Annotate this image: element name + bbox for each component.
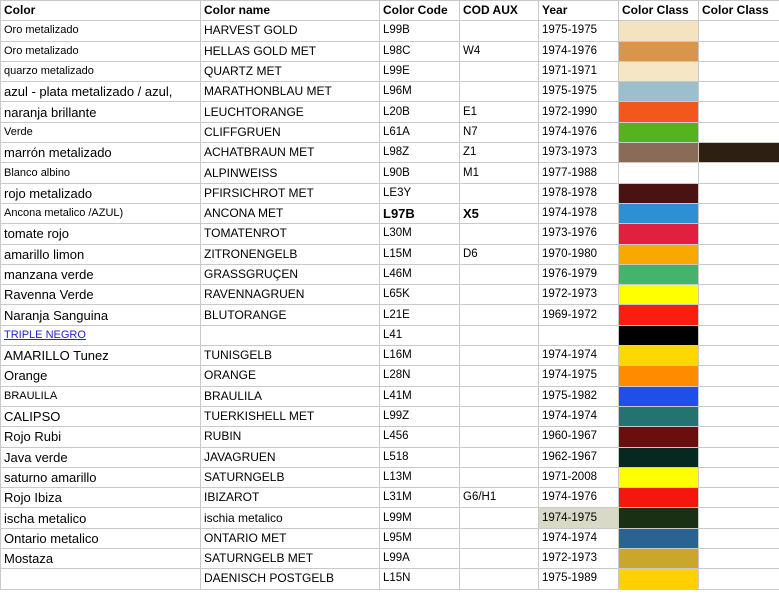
header-color-name[interactable]: Color name <box>201 1 380 21</box>
cell-color-code[interactable]: L61A <box>380 122 460 142</box>
cell-year[interactable]: 1971-2008 <box>539 467 619 487</box>
table-row <box>1 325 779 345</box>
cell-color-code[interactable]: L30M <box>380 224 460 244</box>
cell-color-class-swatch[interactable] <box>619 203 699 223</box>
table-row <box>1 102 779 122</box>
cell-color-class-swatch[interactable] <box>619 82 699 102</box>
cell-color-code[interactable]: L31M <box>380 488 460 508</box>
cell-color-class-2-swatch[interactable] <box>699 508 779 528</box>
cell-color-name[interactable]: BRAULILA <box>201 386 380 406</box>
cell-year[interactable]: 1975-1989 <box>539 569 619 589</box>
cell-color-class-2-swatch[interactable] <box>699 427 779 447</box>
cell-cod-aux[interactable] <box>460 406 539 426</box>
cell-color-name[interactable]: MARATHONBLAU MET <box>201 82 380 102</box>
cell-color-code[interactable]: L99A <box>380 549 460 569</box>
cell-year[interactable]: 1974-1974 <box>539 528 619 548</box>
table-row <box>1 549 779 569</box>
cell-year[interactable]: 1974-1975 <box>539 366 619 386</box>
cell-year[interactable]: 1974-1978 <box>539 203 619 223</box>
cell-year[interactable]: 1971-1971 <box>539 61 619 81</box>
cell-cod-aux[interactable] <box>460 386 539 406</box>
cell-color-code[interactable]: L98Z <box>380 143 460 163</box>
cell-color-code[interactable]: L13M <box>380 467 460 487</box>
cell-color-name[interactable]: CLIFFGRUEN <box>201 122 380 142</box>
cell-year[interactable]: 1978-1978 <box>539 183 619 203</box>
cell-cod-aux[interactable] <box>460 61 539 81</box>
table-row <box>1 305 779 325</box>
table-row <box>1 447 779 467</box>
cell-color-class-swatch[interactable] <box>619 427 699 447</box>
cell-cod-aux[interactable] <box>460 569 539 589</box>
cell-cod-aux[interactable] <box>460 549 539 569</box>
cell-color-class-swatch[interactable] <box>619 224 699 244</box>
cell-color-name[interactable]: IBIZAROT <box>201 488 380 508</box>
header-color-code[interactable]: Color Code <box>380 1 460 21</box>
table-row <box>1 61 779 81</box>
cell-color-class-swatch[interactable] <box>619 447 699 467</box>
cell-year[interactable]: 1970-1980 <box>539 244 619 264</box>
cell-color-class-2-swatch[interactable] <box>699 386 779 406</box>
cell-color-class-2-swatch[interactable] <box>699 244 779 264</box>
cell-color-code[interactable]: L20B <box>380 102 460 122</box>
cell-color-name[interactable]: GRASSGRUÇEN <box>201 264 380 284</box>
cell-year[interactable]: 1975-1975 <box>539 21 619 41</box>
cell-color-name[interactable]: TUERKISHELL MET <box>201 406 380 426</box>
cell-cod-aux[interactable]: W4 <box>460 41 539 61</box>
cell-color-class-swatch[interactable] <box>619 143 699 163</box>
cell-cod-aux[interactable] <box>460 325 539 345</box>
cell-color[interactable]: Verde <box>1 122 201 142</box>
cell-color-class-2-swatch[interactable] <box>699 569 779 589</box>
cell-color[interactable]: Naranja Sanguina <box>1 305 201 325</box>
cell-color[interactable]: saturno amarillo <box>1 467 201 487</box>
cell-color-name[interactable]: DAENISCH POSTGELB <box>201 569 380 589</box>
cell-color-class-2-swatch[interactable] <box>699 183 779 203</box>
cell-color-class-swatch[interactable] <box>619 569 699 589</box>
cell-color[interactable]: amarillo limon <box>1 244 201 264</box>
cell-year[interactable]: 1972-1973 <box>539 549 619 569</box>
cell-color-code[interactable]: L21E <box>380 305 460 325</box>
cell-color-code[interactable]: L518 <box>380 447 460 467</box>
cell-color-class-swatch[interactable] <box>619 183 699 203</box>
cell-color[interactable]: Ravenna Verde <box>1 285 201 305</box>
cell-cod-aux[interactable] <box>460 183 539 203</box>
cell-color-code[interactable]: L28N <box>380 366 460 386</box>
cell-color-name[interactable]: ACHATBRAUN MET <box>201 143 380 163</box>
cell-color[interactable]: AMARILLO Tunez <box>1 346 201 366</box>
table-row <box>1 528 779 548</box>
cell-color-class-swatch[interactable] <box>619 406 699 426</box>
cell-color-name[interactable]: JAVAGRUEN <box>201 447 380 467</box>
cell-color-code[interactable]: L96M <box>380 82 460 102</box>
cell-color-class-2-swatch[interactable] <box>699 143 779 163</box>
cell-color-class-2-swatch[interactable] <box>699 21 779 41</box>
table-row <box>1 224 779 244</box>
header-cod-aux[interactable]: COD AUX <box>460 1 539 21</box>
cell-cod-aux[interactable]: E1 <box>460 102 539 122</box>
cell-year[interactable]: 1974-1976 <box>539 488 619 508</box>
cell-color-name[interactable]: ALPINWEISS <box>201 163 380 183</box>
cell-year[interactable]: 1974-1975 <box>539 508 619 528</box>
table-row <box>1 285 779 305</box>
cell-color-class-swatch[interactable] <box>619 325 699 345</box>
cell-cod-aux[interactable] <box>460 21 539 41</box>
cell-color[interactable]: Rojo Ibiza <box>1 488 201 508</box>
table-row <box>1 41 779 61</box>
cell-cod-aux[interactable] <box>460 305 539 325</box>
cell-year[interactable]: 1977-1988 <box>539 163 619 183</box>
cell-year[interactable]: 1972-1973 <box>539 285 619 305</box>
cell-color[interactable]: rojo metalizado <box>1 183 201 203</box>
cell-color-class-2-swatch[interactable] <box>699 549 779 569</box>
cell-color-class-swatch[interactable] <box>619 122 699 142</box>
cell-color-class-swatch[interactable] <box>619 549 699 569</box>
cell-color-code[interactable]: L99Z <box>380 406 460 426</box>
cell-color-class-2-swatch[interactable] <box>699 305 779 325</box>
cell-color-code[interactable]: L65K <box>380 285 460 305</box>
cell-cod-aux[interactable] <box>460 447 539 467</box>
header-color-class-2[interactable]: Color Class <box>699 1 779 21</box>
cell-cod-aux[interactable]: M1 <box>460 163 539 183</box>
cell-color-class-2-swatch[interactable] <box>699 82 779 102</box>
cell-color-class-2-swatch[interactable] <box>699 224 779 244</box>
cell-color-class-2-swatch[interactable] <box>699 488 779 508</box>
cell-cod-aux[interactable]: G6/H1 <box>460 488 539 508</box>
cell-year[interactable]: 1973-1976 <box>539 224 619 244</box>
cell-year[interactable]: 1974-1974 <box>539 406 619 426</box>
cell-cod-aux[interactable]: X5 <box>460 203 539 223</box>
cell-year[interactable]: 1975-1982 <box>539 386 619 406</box>
cell-color[interactable]: TRIPLE NEGRO <box>1 325 201 345</box>
cell-color[interactable]: CALIPSO <box>1 406 201 426</box>
cell-color-class-2-swatch[interactable] <box>699 163 779 183</box>
cell-color-name[interactable]: ANCONA MET <box>201 203 380 223</box>
cell-color[interactable]: BRAULILA <box>1 386 201 406</box>
cell-color-code[interactable]: L16M <box>380 346 460 366</box>
cell-year[interactable]: 1962-1967 <box>539 447 619 467</box>
cell-year[interactable]: 1974-1976 <box>539 41 619 61</box>
cell-color-class-swatch[interactable] <box>619 163 699 183</box>
cell-color-class-swatch[interactable] <box>619 285 699 305</box>
table-row <box>1 21 779 41</box>
cell-color-class-2-swatch[interactable] <box>699 467 779 487</box>
cell-color-class-swatch[interactable] <box>619 21 699 41</box>
cell-color[interactable]: ischa metalico <box>1 508 201 528</box>
cell-color[interactable]: Ontario metalico <box>1 528 201 548</box>
cell-color-class-swatch[interactable] <box>619 508 699 528</box>
cell-cod-aux[interactable]: Z1 <box>460 143 539 163</box>
table-row <box>1 203 779 223</box>
cell-color-code[interactable]: L90B <box>380 163 460 183</box>
cell-cod-aux[interactable] <box>460 508 539 528</box>
cell-color-class-swatch[interactable] <box>619 488 699 508</box>
cell-color-class-2-swatch[interactable] <box>699 102 779 122</box>
cell-color-class-swatch[interactable] <box>619 244 699 264</box>
table-row <box>1 244 779 264</box>
cell-color-name[interactable]: RAVENNAGRUEN <box>201 285 380 305</box>
cell-color-class-2-swatch[interactable] <box>699 264 779 284</box>
cell-color-code[interactable]: L46M <box>380 264 460 284</box>
table-row <box>1 488 779 508</box>
cell-color-name[interactable]: HARVEST GOLD <box>201 21 380 41</box>
cell-color[interactable] <box>1 569 201 589</box>
cell-color[interactable]: tomate rojo <box>1 224 201 244</box>
cell-color-code[interactable]: L15N <box>380 569 460 589</box>
cell-color-class-swatch[interactable] <box>619 386 699 406</box>
table-row <box>1 183 779 203</box>
cell-color-code[interactable]: L41 <box>380 325 460 345</box>
cell-color-class-2-swatch[interactable] <box>699 285 779 305</box>
cell-cod-aux[interactable] <box>460 467 539 487</box>
table-row <box>1 82 779 102</box>
cell-color[interactable]: azul - plata metalizado / azul, <box>1 82 201 102</box>
cell-color-class-swatch[interactable] <box>619 467 699 487</box>
cell-color[interactable]: quarzo metalizado <box>1 61 201 81</box>
table-row <box>1 122 779 142</box>
cell-year[interactable]: 1974-1976 <box>539 122 619 142</box>
cell-year[interactable]: 1973-1973 <box>539 143 619 163</box>
header-color[interactable]: Color <box>1 1 201 21</box>
cell-color-name[interactable]: SATURNGELB <box>201 467 380 487</box>
table-row <box>1 427 779 447</box>
table-row <box>1 346 779 366</box>
table-row <box>1 366 779 386</box>
cell-color-class-2-swatch[interactable] <box>699 406 779 426</box>
cell-color-code[interactable]: L99M <box>380 508 460 528</box>
cell-color-name[interactable]: ZITRONENGELB <box>201 244 380 264</box>
cell-color-class-swatch[interactable] <box>619 305 699 325</box>
cell-color-name[interactable]: LEUCHTORANGE <box>201 102 380 122</box>
cell-cod-aux[interactable] <box>460 285 539 305</box>
cell-color-class-2-swatch[interactable] <box>699 528 779 548</box>
cell-cod-aux[interactable]: D6 <box>460 244 539 264</box>
table-row <box>1 508 779 528</box>
cell-color-name[interactable]: TOMATENROT <box>201 224 380 244</box>
cell-cod-aux[interactable] <box>460 528 539 548</box>
cell-color[interactable]: Rojo Rubi <box>1 427 201 447</box>
cell-year[interactable] <box>539 325 619 345</box>
cell-color[interactable]: naranja brillante <box>1 102 201 122</box>
table-row <box>1 163 779 183</box>
cell-color-name[interactable]: ONTARIO MET <box>201 528 380 548</box>
table-row <box>1 467 779 487</box>
table-row <box>1 406 779 426</box>
cell-color-class-2-swatch[interactable] <box>699 41 779 61</box>
table-row <box>1 264 779 284</box>
cell-color[interactable]: Blanco albino <box>1 163 201 183</box>
cell-color-class-2-swatch[interactable] <box>699 325 779 345</box>
cell-color[interactable]: Oro metalizado <box>1 21 201 41</box>
cell-color-name[interactable]: ischia metalico <box>201 508 380 528</box>
cell-cod-aux[interactable] <box>460 366 539 386</box>
cell-year[interactable]: 1972-1990 <box>539 102 619 122</box>
cell-year[interactable]: 1969-1972 <box>539 305 619 325</box>
cell-color[interactable]: Oro metalizado <box>1 41 201 61</box>
cell-cod-aux[interactable] <box>460 427 539 447</box>
cell-color-class-2-swatch[interactable] <box>699 346 779 366</box>
cell-color-name[interactable]: ORANGE <box>201 366 380 386</box>
header-row <box>1 1 779 21</box>
header-color-class[interactable]: Color Class <box>619 1 699 21</box>
table-row <box>1 143 779 163</box>
cell-color[interactable]: Orange <box>1 366 201 386</box>
cell-color-code[interactable]: LE3Y <box>380 183 460 203</box>
cell-color-class-swatch[interactable] <box>619 366 699 386</box>
cell-cod-aux[interactable] <box>460 264 539 284</box>
header-year[interactable]: Year <box>539 1 619 21</box>
cell-color-code[interactable]: L95M <box>380 528 460 548</box>
cell-color-name[interactable]: QUARTZ MET <box>201 61 380 81</box>
table-row <box>1 386 779 406</box>
cell-color-code[interactable]: L98C <box>380 41 460 61</box>
cell-color-name[interactable]: HELLAS GOLD MET <box>201 41 380 61</box>
cell-color[interactable]: Mostaza <box>1 549 201 569</box>
cell-color-class-2-swatch[interactable] <box>699 447 779 467</box>
cell-color-code[interactable]: L15M <box>380 244 460 264</box>
cell-color-class-2-swatch[interactable] <box>699 122 779 142</box>
cell-cod-aux[interactable]: N7 <box>460 122 539 142</box>
cell-color-class-swatch[interactable] <box>619 41 699 61</box>
cell-color-code[interactable]: L99E <box>380 61 460 81</box>
cell-color-class-swatch[interactable] <box>619 102 699 122</box>
cell-color-code[interactable]: L41M <box>380 386 460 406</box>
cell-color-code[interactable]: L97B <box>380 203 460 223</box>
cell-year[interactable]: 1974-1974 <box>539 346 619 366</box>
cell-color-code[interactable]: L99B <box>380 21 460 41</box>
cell-color-name[interactable]: TUNISGELB <box>201 346 380 366</box>
cell-year[interactable]: 1976-1979 <box>539 264 619 284</box>
cell-color-class-swatch[interactable] <box>619 346 699 366</box>
cell-color-class-2-swatch[interactable] <box>699 203 779 223</box>
cell-color-name[interactable]: RUBIN <box>201 427 380 447</box>
cell-color-code[interactable]: L456 <box>380 427 460 447</box>
table-row <box>1 569 779 589</box>
cell-color-class-swatch[interactable] <box>619 61 699 81</box>
cell-color[interactable]: Java verde <box>1 447 201 467</box>
cell-year[interactable]: 1960-1967 <box>539 427 619 447</box>
cell-color-class-swatch[interactable] <box>619 528 699 548</box>
cell-cod-aux[interactable] <box>460 224 539 244</box>
cell-color-class-2-swatch[interactable] <box>699 366 779 386</box>
cell-color-class-2-swatch[interactable] <box>699 61 779 81</box>
cell-color-name[interactable]: BLUTORANGE <box>201 305 380 325</box>
cell-cod-aux[interactable] <box>460 82 539 102</box>
cell-color-name[interactable]: PFIRSICHROT MET <box>201 183 380 203</box>
cell-color[interactable]: Ancona metalico /AZUL) <box>1 203 201 223</box>
cell-color-name[interactable] <box>201 325 380 345</box>
cell-cod-aux[interactable] <box>460 346 539 366</box>
cell-color-class-swatch[interactable] <box>619 264 699 284</box>
cell-color[interactable]: marrón metalizado <box>1 143 201 163</box>
cell-year[interactable]: 1975-1975 <box>539 82 619 102</box>
cell-color-name[interactable]: SATURNGELB MET <box>201 549 380 569</box>
cell-color[interactable]: manzana verde <box>1 264 201 284</box>
